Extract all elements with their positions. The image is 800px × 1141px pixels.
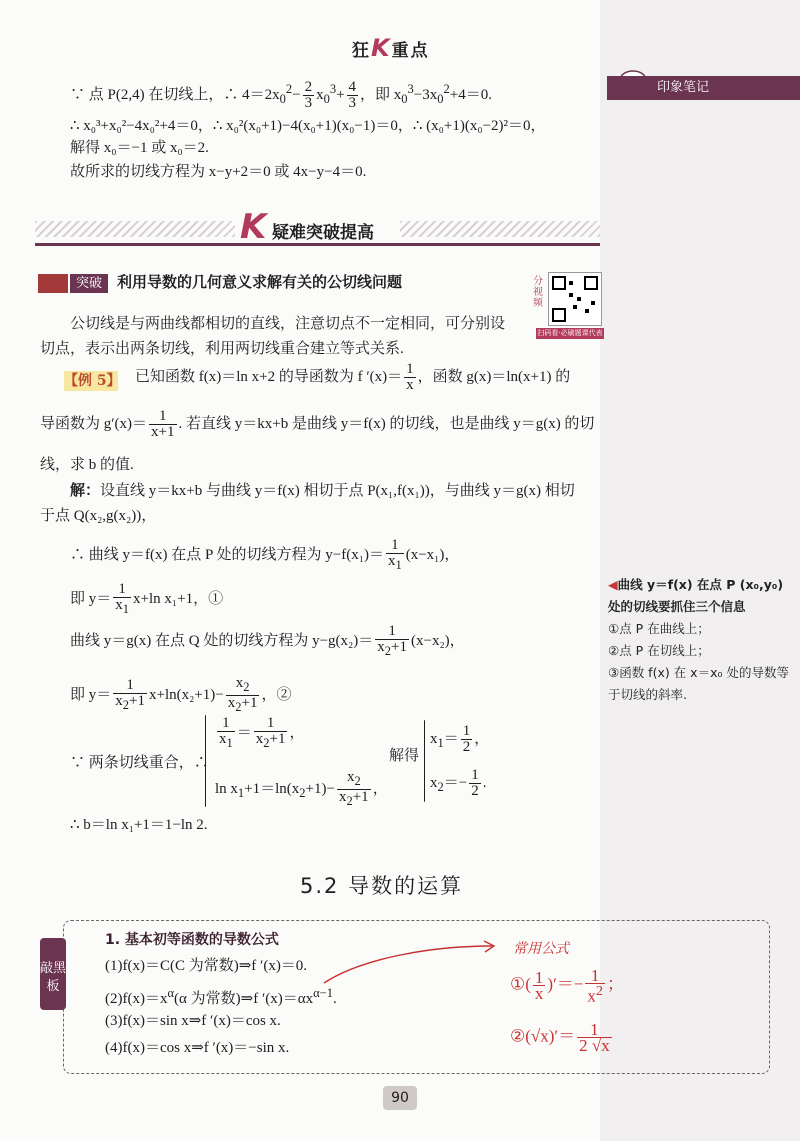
red-formula-2: ②(√x)′＝ $\frac{1}{2 √x}$ bbox=[510, 1020, 610, 1055]
formula-1: (1)f(x)＝C(C 为常数)⇒f ′(x)＝0. bbox=[105, 958, 308, 974]
solution-line-3: ∴ 曲线 y＝f(x) 在点 P 处的切线方程为 y−f(x₁)＝ $\frac{1}{x_1}$ (x−x₁)， bbox=[70, 537, 460, 572]
page-number: 90 bbox=[383, 1086, 417, 1110]
example-tag: 【例 5】 bbox=[64, 373, 121, 389]
result-x1: $x_1=$ $\frac{1}{2}$ ， bbox=[430, 723, 490, 755]
red-formula-1: ①( $\frac{1}{x}$ )′＝− $\frac{1}{x^2}$ ； bbox=[510, 966, 624, 1006]
top-line-3: 故所求的切线方程为 x−y+2＝0 或 4x−y−4＝0. bbox=[70, 164, 367, 180]
solution-line-4: 即 y＝ $\frac{1}{x_1}$ x+ln x₁+1，① bbox=[70, 581, 224, 616]
solution-line-1: 解：设直线 y＝kx+b 与曲线 y＝f(x) 相切于点 P(x₁,f(x₁))，与曲线 y＝g(x) 相切 bbox=[70, 483, 575, 499]
handwritten-label: 常用公式 bbox=[513, 941, 569, 957]
banner-title: 疑难突破提高 bbox=[272, 223, 374, 243]
right-brace bbox=[424, 720, 425, 802]
box-heading: 1. 基本初等函数的导数公式 bbox=[105, 932, 279, 948]
red-arrow-icon bbox=[322, 938, 502, 988]
formula-4: (4)f(x)＝cos x⇒f ′(x)＝−sin x. bbox=[105, 1040, 290, 1056]
tupo-title: 利用导数的几何意义求解有关的公切线问题 bbox=[117, 273, 403, 291]
qr-caption: 分视频 bbox=[533, 276, 543, 309]
box-tab: 敲黑板 bbox=[40, 938, 66, 1010]
line-point-on-tangent: ∵ 点 P(2,4) 在切线上，∴ $4=2x_0^2-$ $\frac{2}{3}$ $x_0^3+$ $\frac{4}{3}$ ，即 $x_0^3-3x_0^2+4=0$. bbox=[70, 79, 492, 112]
solution-line-5: 曲线 y＝g(x) 在点 Q 处的切线方程为 y−g(x₂)＝ $\frac{1}{x_2+1}$ (x−x₂)， bbox=[70, 623, 465, 658]
side-note: ◀曲线 y＝f(x) 在点 P (x₀,y₀) 处的切线要抓住三个信息 ①点 P 在曲线上； ②点 P 在切线上； ③函数 f(x) 在 x＝x₀ 处的导数等于切线的斜率. bbox=[608, 577, 789, 702]
notes-header: 印象笔记 bbox=[607, 76, 800, 100]
section-banner: K 疑难突破提高 bbox=[35, 213, 600, 245]
intro-line-2: 切点，表示出两条切线，利用两切线重合建立等式关系. bbox=[40, 341, 404, 357]
running-header: 狂K重点 bbox=[352, 34, 430, 62]
solution-line-6: 即 y＝ $\frac{1}{x_2+1}$ x+ln(x₂+1)− $\frac{x_2}{x_2+1}$ ，② bbox=[70, 675, 292, 714]
example-line-1: 已知函数 f(x)＝ln x+2 的导函数为 f ′(x)＝ $\frac{1}{x}$ ，函数 g(x)＝ln(x+1) 的 bbox=[135, 361, 571, 393]
solution-line-2: 于点 Q(x₂,g(x₂))， bbox=[40, 508, 157, 524]
triangle-icon: ◀ bbox=[608, 577, 618, 592]
system-eq-1: $\frac{1}{x_1}$ ＝ $\frac{1}{x_2+1}$ ， bbox=[219, 715, 305, 750]
section-title: 5.2 导数的运算 bbox=[300, 874, 464, 898]
system-eq-2: $\ln x_1+1=\ln(x_2+1)-$ $\frac{x_2}{x_2+1}$ ， bbox=[215, 769, 388, 808]
formula-3: (3)f(x)＝sin x⇒f ′(x)＝cos x. bbox=[105, 1013, 281, 1029]
formula-2: $(2)f(x)=x^\alpha(\alpha$ 为常数)⇒f $'(x)=\alpha x^{\alpha-1}$. bbox=[105, 986, 337, 1007]
book-icon bbox=[38, 274, 68, 293]
intro-line-1: 公切线是与两曲线都相切的直线，注意切点不一定相同，可分别设 bbox=[70, 316, 506, 332]
result-x2: $x_2=-$ $\frac{1}{2}$ . bbox=[430, 767, 487, 799]
solution-final: ∴ b＝ln x₁+1＝1−ln 2. bbox=[70, 817, 208, 833]
tupo-label: 突破 bbox=[70, 274, 108, 293]
qr-code-icon bbox=[548, 272, 602, 326]
left-brace bbox=[205, 715, 206, 807]
solution-jiede: 解得 bbox=[389, 748, 420, 764]
top-line-1: ∴ x₀³+x₀²−4x₀²+4＝0，∴ x₀²(x₀+1)−4(x₀+1)(x₀−1)＝0，∴ (x₀+1)(x₀−2)²＝0， bbox=[70, 118, 546, 134]
qr-subcaption: 扫码看·必刷题课代表 bbox=[537, 329, 603, 337]
example-line-2: 导函数为 g′(x)＝ $\frac{1}{x+1}$ . 若直线 y＝kx+b 是曲线 y＝f(x) 的切线，也是曲线 y＝g(x) 的切 bbox=[40, 408, 595, 440]
example-line-3: 线，求 b 的值. bbox=[40, 457, 134, 473]
top-line-2: 解得 x₀＝−1 或 x₀＝2. bbox=[70, 140, 209, 156]
solution-line-7: ∵ 两条切线重合，∴ bbox=[70, 755, 209, 771]
